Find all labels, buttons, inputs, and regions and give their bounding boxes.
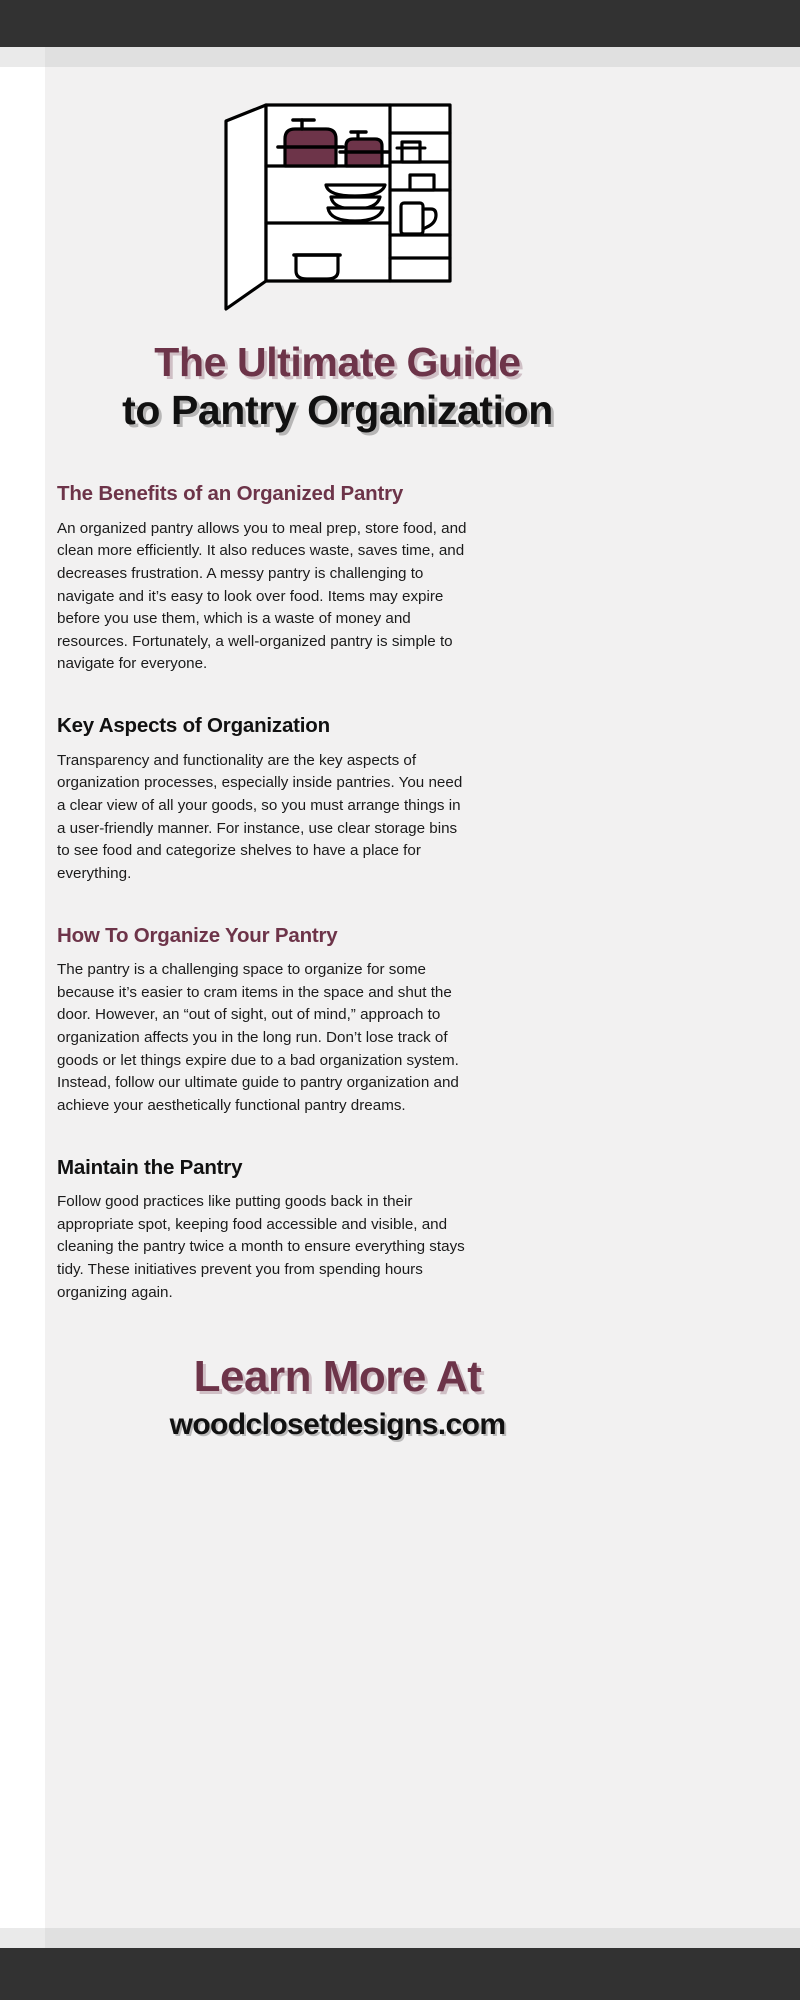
section-heading-maintain: Maintain the Pantry [57,1155,243,1179]
section-benefits [45,482,630,676]
section-body-key-aspects: Transparency and functionality are the key aspects of organization processes, especially inside pantries. You need a clear view of all your goods, so you must arrange things in a user-friendly manner. For instance, use clear storage bins to see food and categorize shelves to have a place for everything. [57,751,463,882]
open-pantry-cabinet-illustration [45,81,630,336]
title-line-1: The Ultimate Guide [154,339,521,385]
section-heading-key-aspects: Key Aspects of Organization [57,714,330,738]
cta-website[interactable]: woodclosetdesigns.com [169,1407,506,1441]
call-to-action [45,1352,630,1444]
bottom-strip-left-cap [0,1928,45,1948]
container [410,175,434,190]
page-title [45,339,630,434]
section-body-benefits: An organized pantry allows you to meal prep, store food, and clean more efficiently. It also reduces waste, saves time, and decreases frustration. A messy pantry is challenging to navigate and it’s easy to look over food. Items may expire before you use them, which is a waste of money and resources. Fortunately, a well-organized pantry is simple to navigate for everyone. [57,519,467,673]
stacked-bowls [326,185,385,221]
cta-headline: Learn More At [193,1352,482,1401]
pantry-cabinet-svg [222,103,454,315]
cabinet-door [226,105,266,309]
bottom-light-strip [0,1928,800,1948]
section-body-maintain: Follow good practices like putting goods back in their appropriate spot, keeping food accessible and visible, and cleaning the pantry twice a month to ensure everything stays tidy. These initiatives prevent you from spending hours organizing again. [57,1193,465,1301]
section-maintain [45,1156,630,1305]
section-key-aspects [45,714,630,885]
section-heading-benefits: The Benefits of an Organized Pantry [57,482,404,505]
sections-list [45,482,630,1304]
top-light-strip [0,47,800,67]
jar [397,142,425,162]
top-strip-left-cap [0,47,45,67]
basket [294,255,340,279]
bottom-chrome-bar [0,1948,800,2000]
title-line-2: to Pantry Organization [122,386,553,433]
infographic-canvas [45,67,800,1928]
top-chrome-bar [0,0,800,47]
section-heading-how-to-organize: How To Organize Your Pantry [57,923,338,947]
section-body-how-to-organize: The pantry is a challenging space to organize for some because it’s easier to cram items in the space and shut the door. However, an “out of sight, out of mind,” approach to organization affects you in the long run. Don’t lose track of goods or let things expire due to a bad organization system. Instead, follow our ultimate guide to pantry organization and achieve your aesthetically functional pantry dreams. [57,961,459,1114]
section-how-to-organize [45,924,630,1118]
